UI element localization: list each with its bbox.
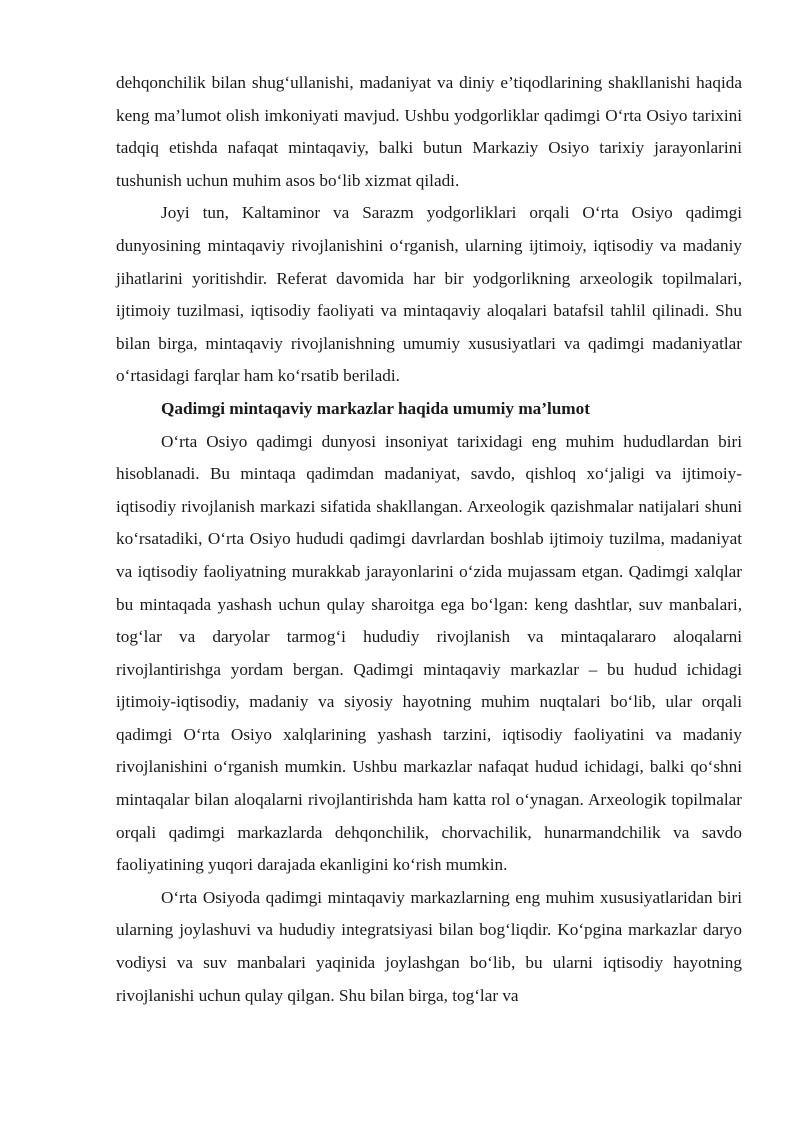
paragraph-research-aim: Joyi tun, Kaltaminor va Sarazm yodgorliklari orqali Oʻrta Osiyo qadimgi dunyosining mintaqaviy rivojlanishini oʻrganish, ularning ijtimoiy, iqtisodiy va madaniy jihatlarini yoritishdir. Referat davomida har bir yodgorlikning arxeologik topilmalari, ijtimoiy tuzilmasi, iqtisodiy faoliyati va mintaqaviy aloqalari batafsil tahlil qilinadi. Shu bilan birga, mintaqaviy rivojlanishning umumiy xususiyatlari va qadimgi madaniyatlar oʻrtasidagi farqlar ham koʻrsatib beriladi. [116, 203, 742, 386]
paragraph-general-info: Oʻrta Osiyo qadimgi dunyosi insoniyat tarixidagi eng muhim hududlardan biri hisoblanadi. Bu mintaqa qadimdan madaniyat, savdo, qishloq xoʻjaligi va ijtimoiy-iqtisodiy rivojlanish markazi sifatida shakllangan. Arxeologik qazishmalar natijalari shuni koʻrsatadiki, Oʻrta Osiyo hududi qadimgi davrlardan boshlab ijtimoiy tuzilma, madaniyat va iqtisodiy faoliyatning murakkab jarayonlarini oʻzida mujassam etgan. Qadimgi xalqlar bu mintaqada yashash uchun qulay sharoitga ega boʻlgan: keng dashtlar, suv manbalari, togʻlar va daryolar tarmogʻi hududiy rivojlanish va mintaqalararo aloqalarni rivojlantirishga yordam bergan. Qadimgi mintaqaviy markazlar – bu hudud ichidagi ijtimoiy-iqtisodiy, madaniy va siyosiy hayotning muhim nuqtalari boʻlib, ular orqali qadimgi Oʻrta Osiyo xalqlarining yashash tarzini, iqtisodiy faoliyatini va madaniy rivojlanishini oʻrganish mumkin. Ushbu markazlar nafaqat hudud ichidagi, balki qoʻshni mintaqalar bilan aloqalarni rivojlantirishda ham katta rol oʻynagan. Arxeologik topilmalar orqali qadimgi markazlarda dehqonchilik, chorvachilik, hunarmandchilik va savdo faoliyatining yuqori darajada ekanligini koʻrish mumkin. [116, 431, 742, 875]
paragraph-location-features: Oʻrta Osiyoda qadimgi mintaqaviy markazlarning eng muhim xususiyatlaridan biri ularning joylashuvi va hududiy integratsiyasi bilan bogʻliqdir. Koʻpgina markazlar daryo vodiysi va suv manbalari yaqinida joylashgan boʻlib, bu ularni iqtisodiy hayotning rivojlanishi uchun qulay qilgan. Shu bilan birga, togʻlar va [116, 887, 742, 1005]
document-page [116, 67, 742, 1012]
section-heading: Qadimgi mintaqaviy markazlar haqida umumiy ma’lumot [161, 398, 590, 418]
paragraph-intro-continuation: dehqonchilik bilan shugʻullanishi, madaniyat va diniy e’tiqodlarining shakllanishi haqida keng ma’lumot olish imkoniyati mavjud. Ushbu yodgorliklar qadimgi Oʻrta Osiyo tarixini tadqiq etishda nafaqat mintaqaviy, balki butun Markaziy Osiyo tarixiy jarayonlarini tushunish uchun muhim asos boʻlib xizmat qiladi. [116, 73, 742, 190]
